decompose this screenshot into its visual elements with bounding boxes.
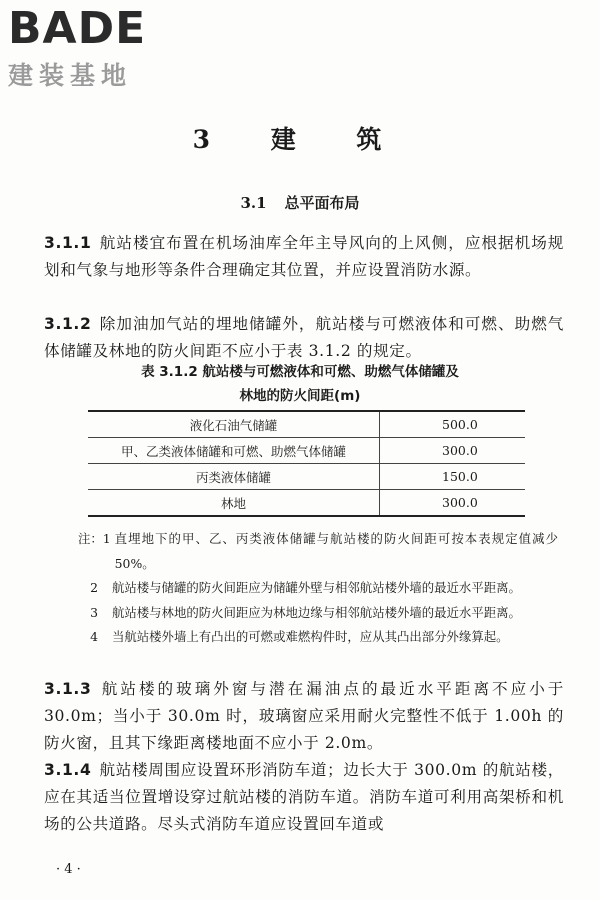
logo-subtitle: 建装基地 [8, 61, 133, 90]
table-cell-item: 丙类液体储罐 [88, 464, 380, 490]
note-label: 2 [90, 580, 98, 595]
note-text: 当航站楼外墙上有凸出的可燃或难燃构件时，应从其凸出部分外缘算起。 [112, 629, 509, 644]
clause-number: 3.1.3 [44, 680, 92, 698]
chapter-title: 3 建 筑 [192, 125, 408, 154]
logo-wordmark: BADE [8, 3, 147, 54]
fire-separation-table [88, 410, 525, 517]
note-text: 航站楼与林地的防火间距应为林地边缘与相邻航站楼外墙的最近水平距离。 [112, 604, 521, 620]
table-row [88, 464, 525, 490]
section-number: 3.1 [240, 194, 267, 212]
table-cell-distance: 150.0 [380, 464, 526, 490]
table-row [88, 438, 525, 464]
note-prefix: 注： [78, 531, 103, 546]
logo [8, 4, 176, 92]
table-note [78, 601, 558, 626]
note-label: 注：1 [78, 531, 111, 546]
note-label: 3 [90, 604, 98, 620]
page-number: · 4 · [56, 862, 81, 877]
logo-mark [8, 4, 176, 54]
note-text: 直埋地下的甲、乙、丙类液体储罐与航站楼的防火间距可按本表规定值减少 50%。 [114, 531, 558, 571]
table-cell-item: 液化石油气储罐 [88, 411, 380, 438]
table-cell-distance: 500.0 [380, 411, 526, 438]
table-cell-distance: 300.0 [380, 438, 526, 464]
table-cell-item: 甲、乙类液体储罐和可燃、助燃气体储罐 [88, 438, 380, 464]
section-heading [0, 192, 600, 213]
clause-text: 除加油加气站的埋地储罐外，航站楼与可燃液体和可燃、助燃气体储罐及林地的防火间距不应小于表 3.1.2 的规定。 [44, 315, 564, 360]
table-note [78, 625, 558, 650]
table-caption-line-2: 林地的防火间距(m) [239, 388, 361, 404]
clause-3-1-1 [44, 230, 564, 284]
note-label: 4 [90, 629, 98, 644]
clause-number: 3.1.4 [44, 761, 92, 779]
clause-text: 航站楼的玻璃外窗与潜在漏油点的最近水平距离不应小于 30.0m；当小于 30.0m 时，玻璃窗应采用耐火完整性不低于 1.00h 的防火窗，且其下缘距离楼地面不应小于 2.0m。 [44, 680, 564, 752]
table-row [88, 411, 525, 438]
table-caption-line-1: 表 3.1.2 航站楼与可燃液体和可燃、助燃气体储罐及 [141, 364, 459, 380]
clause-3-1-4 [44, 757, 564, 838]
note-text: 航站楼与储罐的防火间距应为储罐外壁与相邻航站楼外墙的最近水平距离。 [112, 580, 521, 595]
clause-number: 3.1.2 [44, 315, 92, 333]
clause-text: 航站楼宜布置在机场油库全年主导风向的上风侧，应根据机场规划和气象与地形等条件合理确定其位置，并应设置消防水源。 [44, 234, 564, 279]
clause-text: 航站楼周围应设置环形消防车道；边长大于 300.0m 的航站楼，应在其适当位置增设穿过航站楼的消防车道。消防车道可利用高架桥和机场的公共道路。尽头式消防车道应设置回车道或 [44, 761, 564, 833]
clause-3-1-3 [44, 676, 564, 757]
table-cell-item: 林地 [88, 490, 380, 517]
clause-number: 3.1.1 [44, 234, 92, 252]
clause-3-1-2 [44, 311, 564, 365]
table-note [78, 576, 558, 601]
table-cell-distance: 300.0 [380, 490, 526, 517]
table-note [78, 527, 558, 576]
section-title: 总平面布局 [284, 194, 360, 212]
table-row [88, 490, 525, 517]
table-notes [78, 527, 558, 650]
